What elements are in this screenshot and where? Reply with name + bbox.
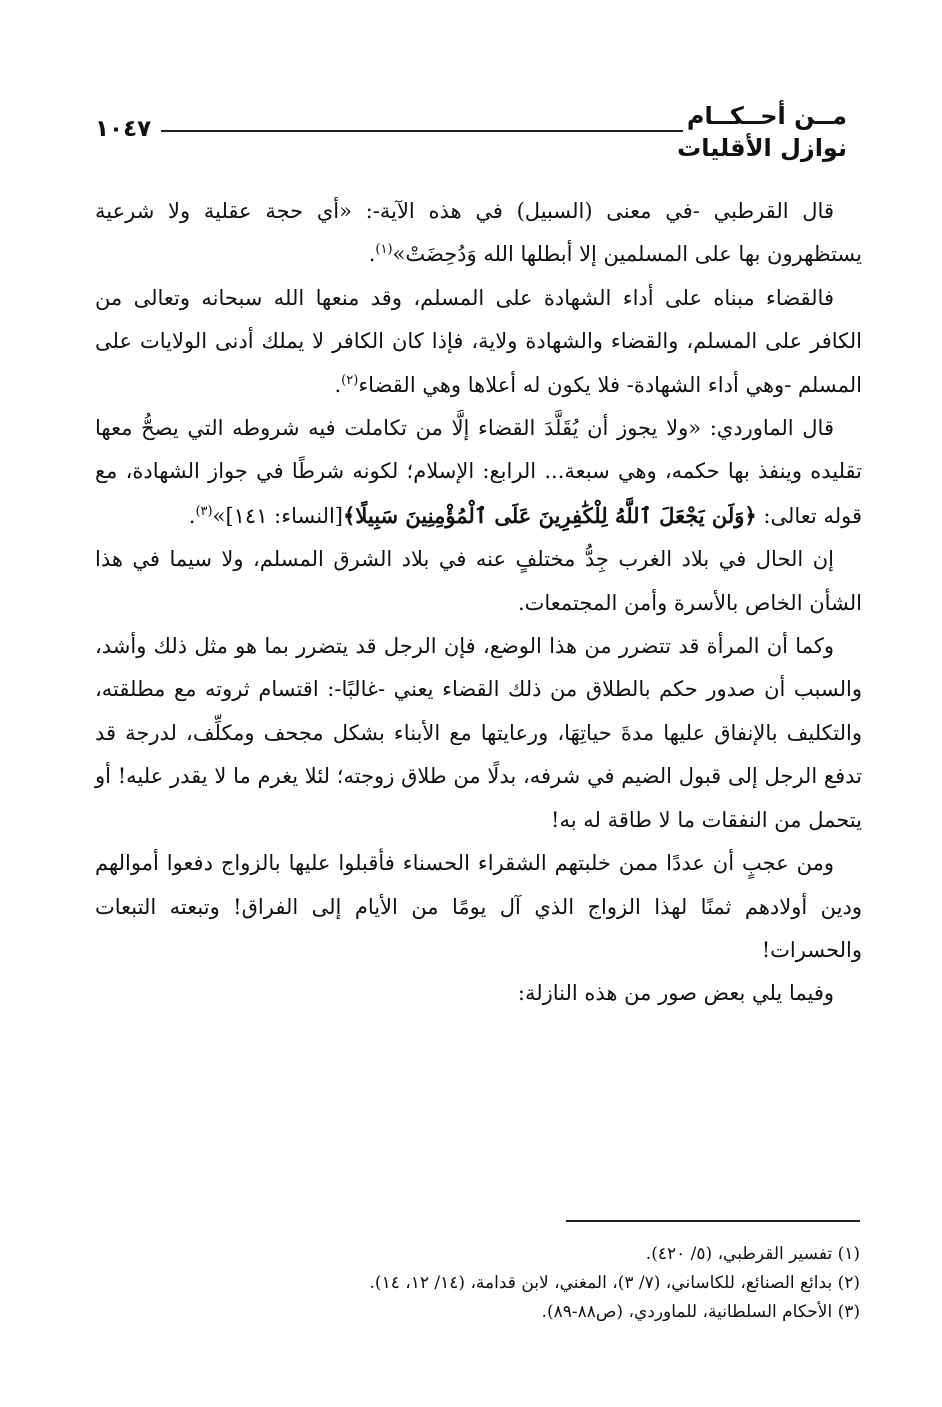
paragraph-end: . xyxy=(188,503,196,528)
page-number: ١٠٤٧ xyxy=(95,116,152,142)
running-header xyxy=(95,100,847,172)
footnote: (٢) بدائع الصنائع، للكاساني، (٧/ ٣)، المغني، لابن قدامة، (١٤/ ١٢، ١٤). xyxy=(369,1273,860,1293)
footnotes xyxy=(95,1240,860,1327)
footnote: (١) تفسير القرطبي، (٥/ ٤٢٠). xyxy=(645,1244,860,1264)
header-title-line2: نوازل الأقليات xyxy=(677,134,847,162)
header-rule xyxy=(161,130,683,132)
paragraph-text: قال الماوردي: «ولا يجوز أن يُقَلَّدَ القضاء إلَّا من تكاملت فيه شروطه التي يصحُّ معها تقليده وينفذ بها حكمه، وهي سبعة... الرابع: الإسلام؛ لكونه شرطًا في جواز الشهادة، مع قوله تعالى: xyxy=(95,416,862,528)
paragraph-text: وفيما يلي بعض صور من هذه النازلة: xyxy=(517,981,834,1006)
paragraph-text: وكما أن المرأة قد تتضرر من هذا الوضع، فإن الرجل قد يتضرر بما هو مثل ذلك وأشد، والسبب أن صدور حكم بالطلاق من ذلك القضاء يعني -غالبًا-: اقتسام ثروته مع مطلقته، والتكليف بالإنفاق عليها مدةَ حياتِهَا، ورعايتها مع الأبناء بشكل مجحف ومكلِّف، لدرجة قد تدفع الرجل إلى قبول الضيم في شرفه، بدلًا من طلاق زوجته؛ لئلا يغرم ما لا يقدر عليه! أو يتحمل من النفقات ما لا طاقة له به! xyxy=(95,634,862,832)
paragraph-end: . xyxy=(368,242,376,267)
paragraph-text: ومن عجبٍ أن عددًا ممن خلبتهم الشقراء الحسناء فأقبلوا عليها بالزواج دفعوا أموالهم ودين أولادهم ثمنًا لهذا الزواج الذي آل يومًا من الأيام إلى الفراق! وتبعته التبعات والحسرات! xyxy=(95,851,862,962)
paragraph xyxy=(95,538,862,625)
footnote-reference: (٣) xyxy=(195,503,213,519)
paragraph xyxy=(95,625,862,842)
footnote-separator xyxy=(566,1220,860,1222)
paragraph xyxy=(95,972,862,1015)
paragraph-text: فالقضاء مبناه على أداء الشهادة على المسلم، وقد منعها الله سبحانه وتعالى من الكافر على المسلم، والقضاء والشهادة ولاية، فإذا كان الكافر لا يملك أدنى الولايات على المسلم -وهي أداء الشهادة- فلا يكون له أعلاها وهي القضاء xyxy=(95,285,862,397)
header-title-line1: مــن أحــكــام xyxy=(686,102,847,130)
footnote-reference: (٢) xyxy=(341,372,359,388)
main-text xyxy=(95,190,862,1016)
paragraph xyxy=(95,190,862,277)
paragraph xyxy=(95,277,862,407)
footnote: (٣) الأحكام السلطانية، للماوردي، (ص٨٨-٨٩). xyxy=(541,1302,860,1322)
paragraph xyxy=(95,842,862,972)
paragraph xyxy=(95,407,862,538)
verse-citation: [النساء: ١٤١]» xyxy=(212,503,344,528)
footnote-reference: (١) xyxy=(375,242,393,258)
paragraph-text: إن الحال في بلاد الغرب جِدُّ مختلفٍ عنه في بلاد الشرق المسلم، ولا سيما في هذا الشأن الخاص بالأسرة وأمن المجتمعات. xyxy=(95,547,862,615)
paragraph-end: . xyxy=(334,372,342,397)
paragraph-text: قال القرطبي -في معنى (السبيل) في هذه الآية-: «أي حجة عقلية ولا شرعية يستظهرون بها على المسلمين إلا أبطلها الله وَدُحِضَتْ» xyxy=(95,199,862,267)
quran-verse: ﴿وَلَن يَجْعَلَ ٱللَّهُ لِلْكَٰفِرِينَ عَلَى ٱلْمُؤْمِنِينَ سَبِيلًا﴾ xyxy=(343,502,757,528)
header-title xyxy=(677,100,847,164)
